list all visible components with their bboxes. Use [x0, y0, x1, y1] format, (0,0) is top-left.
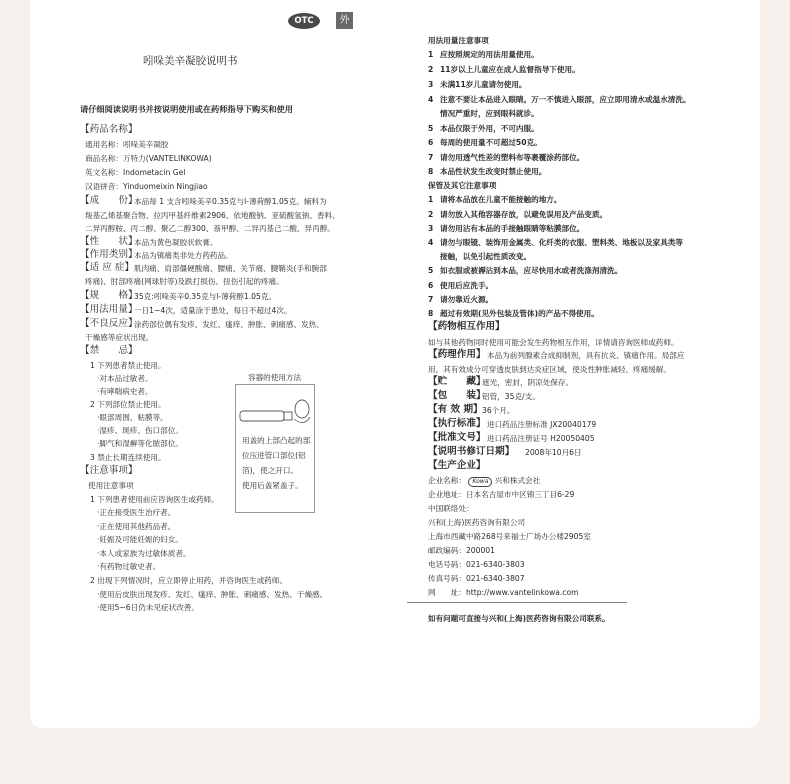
usage-note: 11岁以上儿童应在成人监督指导下使用。	[440, 65, 580, 74]
storage-note: 请勿放入其他容器存放，以避免误用及产品变质。	[440, 210, 608, 219]
item-number: 5	[428, 124, 434, 133]
cap-shape	[295, 400, 309, 418]
caution-line: ·使用后皮肤出现发疹、发红、瘙痒、肿胀、刺痛感、发热、干燥感。	[97, 590, 328, 599]
caution-line: ·正在使用其他药品者。	[97, 522, 176, 531]
adverse-line: 干燥感等症状出现。	[85, 333, 154, 342]
container-usage-title: 容器的使用方法	[248, 373, 302, 382]
approval-text: 进口药品注册证号 H20050405	[487, 434, 595, 443]
item-number: 4	[428, 95, 434, 104]
contact-line: 兴和(上海)医药咨询有限公司	[428, 518, 526, 527]
usage-note: 应按照规定的用法用量使用。	[440, 50, 539, 59]
ingredients-line: 羧基乙烯基聚合物、拉丙甲基纤维素2906、依地酸钠、亚硫酸氢钠、香料、	[85, 211, 340, 220]
caution-line: ·使用5~6日仍未见症状改善。	[97, 603, 199, 612]
pharmacology-line: 本品为前列腺素合成抑制剂，具有抗炎、镇痛作用。局部应	[487, 351, 685, 360]
usage-notes-header: 用法用量注意事项	[428, 36, 489, 45]
caution-line: 使用注意事项	[88, 481, 134, 490]
company-name-label: 企业名称：	[428, 476, 466, 485]
footer-note: 如有问题可直接与兴和(上海)医药咨询有限公司联系。	[428, 614, 610, 623]
item-number: 3	[428, 224, 434, 233]
usage-text: 一日1~4次，适量涂于患处，每日不超过4次。	[134, 306, 292, 315]
item-number: 3	[428, 80, 434, 89]
notice-line: 请仔细阅读说明书并按说明使用或在药师指导下购买和使用	[80, 104, 293, 114]
otc-badge: OTC	[288, 13, 320, 29]
cautions-header: 【注意事项】	[80, 465, 138, 476]
usage-header: 【用法用量】	[80, 304, 138, 315]
storage-note: 使用后应洗手。	[440, 281, 494, 290]
external-use-badge: 外	[336, 12, 353, 29]
properties-text: 本品为黄色凝胶状软膏。	[134, 238, 218, 247]
item-number: 6	[428, 281, 434, 290]
contra-line: ·有哮喘病史者。	[97, 387, 153, 396]
usage-note: 请勿用透气性差的塑料布等裹覆涂药部位。	[440, 153, 585, 162]
approval-header: 【批准文号】	[428, 432, 486, 443]
caution-line: ·妊娠及可能妊娠的妇女。	[97, 535, 183, 544]
item-number: 8	[428, 167, 434, 176]
contra-line: ·脚气和湿癣等化脓部位。	[97, 439, 183, 448]
indications-header: 【适 应 症】	[80, 262, 135, 273]
revision-text: 2008年10月6日	[525, 448, 582, 457]
interaction-text: 如与其他药物同时使用可能会发生药物相互作用，详情请咨询医师或药师。	[428, 338, 679, 347]
website-line[interactable]: 网 址：http://www.vantelinkowa.com	[428, 588, 579, 597]
usage-note: 本品仅限于外用，不可内服。	[440, 124, 539, 133]
item-number: 4	[428, 238, 434, 247]
interaction-header: 【药物相互作用】	[428, 321, 505, 332]
validity-text: 36个月。	[482, 406, 515, 415]
item-number: 2	[428, 65, 434, 74]
pharmacology-header: 【药理作用】	[428, 349, 486, 360]
drug-name-line: 通用名称：吲哚美辛凝胶	[85, 140, 169, 149]
contact-line: 邮政编码：200001	[428, 546, 495, 555]
category-text: 本品为镇痛类非处方药药品。	[134, 251, 233, 260]
item-number: 1	[428, 195, 434, 204]
properties-header: 【性 状】	[80, 236, 138, 247]
item-number: 7	[428, 153, 434, 162]
company-address: 企业地址：日本名古屋市中区锦三丁目6-29	[428, 490, 575, 499]
storage-notes-header: 保管及其它注意事项	[428, 181, 497, 190]
ingredients-line: 本品每 1 支含吲哚美辛0.35克与l-薄荷醇1.05克。辅料为	[134, 197, 327, 206]
validity-header: 【有 效 期】	[428, 404, 483, 415]
package-text: 铝管，35克/支。	[482, 392, 540, 401]
ingredients-line: 二异丙醇胺、丙二醇、聚乙二醇300、萘甲醇、二异丙基己二酸、异丙醇。	[85, 224, 335, 233]
spec-header: 【规 格】	[80, 290, 138, 301]
item-number: 7	[428, 295, 434, 304]
company-name: 兴和株式会社	[494, 476, 541, 485]
item-number: 8	[428, 309, 434, 318]
china-contact-label: 中国联络处：	[428, 504, 474, 513]
spec-text: 35克:吲哚美辛0.35克与l-薄荷醇1.05克。	[134, 292, 277, 301]
caution-line: ·有药物过敏史者。	[97, 562, 161, 571]
caution-line: ·本人或家族为过敏体质者。	[97, 549, 191, 558]
drug-name-header: 【药品名称】	[80, 124, 138, 135]
item-number: 2	[428, 210, 434, 219]
contact-line: 传真号码：021-6340-3807	[428, 574, 525, 583]
page-title: 吲哚美辛凝胶说明书	[143, 55, 238, 67]
drug-name-line: 汉语拼音：Yinduomeixin Ningjiao	[85, 182, 208, 191]
category-header: 【作用类别】	[80, 249, 138, 260]
tube-cap-illustration	[236, 389, 314, 431]
contra-header: 【禁 忌】	[80, 345, 138, 356]
usage-note: 未满11岁儿童请勿使用。	[440, 80, 527, 89]
usage-note: 情况严重时，应到眼科就诊。	[440, 109, 539, 118]
storage-note: 接触，以免引起性质改变。	[440, 252, 532, 261]
storage-note: 如衣服或被褥沾到本品，应尽快用水或者洗涤剂清洗。	[440, 266, 623, 275]
contra-line: 1 下列患者禁止使用。	[90, 361, 166, 370]
adverse-line: 涂药部位偶有发疹、发红、瘙痒、肿胀、刺痛感、发热、	[134, 320, 324, 329]
storage-note: 请勿靠近火源。	[440, 295, 494, 304]
manufacturer-header: 【生产企业】	[428, 460, 486, 471]
container-usage-line: 用盖的上部凸起的部	[242, 436, 311, 445]
container-usage-box	[235, 384, 315, 513]
contra-line: ·对本品过敏者。	[97, 374, 153, 383]
storage-text: 遮光，密封，阴凉处保存。	[482, 378, 574, 387]
kowa-logo: Kowa	[468, 477, 492, 487]
container-usage-line: 位压进管口部位(铝	[242, 451, 306, 460]
container-usage-line: 使用后盖紧盖子。	[242, 481, 303, 490]
item-number: 6	[428, 138, 434, 147]
usage-note: 每周的使用量不可超过50克。	[440, 138, 542, 147]
pharmacology-line: 用，其有效成分可穿透皮肤到达炎症区域，使炎性肿胀减轻、疼痛缓解。	[428, 365, 671, 374]
contra-line: 3 禁止长期连续使用。	[90, 453, 166, 462]
revision-header: 【说明书修订日期】	[428, 446, 515, 457]
indications-line: 肌肉痛、肩部僵硬酸痛、腰痛、关节痛、腱鞘炎(手和腕部	[134, 264, 327, 273]
container-usage-line: 箔)，使之开口。	[242, 466, 299, 475]
caution-line: 1 下列患者使用前应咨询医生或药师。	[90, 495, 219, 504]
drug-name-line: 英文名称：Indometacin Gel	[85, 168, 186, 177]
contact-line: 上海市西藏中路268号来福士广场办公楼2905室	[428, 532, 591, 541]
indications-line: 疼痛)、肘部疼痛(网球肘等)及跌打损伤、扭伤引起的疼痛。	[85, 277, 284, 286]
usage-note: 注意不要让本品进入眼睛。万一不慎进入眼部，应立即用清水或温水清洗。	[440, 95, 691, 104]
adverse-header: 【不良反应】	[80, 318, 138, 329]
tube-neck-shape	[284, 412, 292, 420]
contact-line: 电话号码：021-6340-3803	[428, 560, 525, 569]
contra-line: ·眼部周围、粘膜等。	[97, 413, 168, 422]
standard-text: 进口药品注册标准 JX20040179	[487, 420, 597, 429]
drug-name-line: 商品名称：万特力(VANTELINKOWA)	[85, 154, 212, 163]
storage-header: 【贮 藏】	[428, 376, 486, 387]
ingredients-header: 【成 份】	[80, 195, 138, 206]
package-header: 【包 装】	[428, 390, 486, 401]
caution-line: 2 出现下列情况时，应立即停止用药，并咨询医生或药师。	[90, 576, 288, 585]
storage-note: 请勿用沾有本品的手接触眼睛等粘膜部位。	[440, 224, 585, 233]
storage-note: 请勿与眼镜、装饰用金属类、化纤类的衣服、塑料类、地板以及家具类等	[440, 238, 683, 247]
caution-line: ·正在接受医生治疗者。	[97, 508, 176, 517]
item-number: 5	[428, 266, 434, 275]
divider	[407, 602, 627, 603]
contra-line: ·湿疹、斑疹、伤口部位。	[97, 426, 183, 435]
usage-note: 本品性状发生改变时禁止使用。	[440, 167, 547, 176]
contra-line: 2 下列部位禁止使用。	[90, 400, 166, 409]
storage-note: 请将本品放在儿童不能接触的地方。	[440, 195, 562, 204]
tube-shape	[240, 411, 284, 421]
standard-header: 【执行标准】	[428, 418, 486, 429]
storage-note: 超过有效期(见外包装及管体)的产品不得使用。	[440, 309, 599, 318]
item-number: 1	[428, 50, 434, 59]
